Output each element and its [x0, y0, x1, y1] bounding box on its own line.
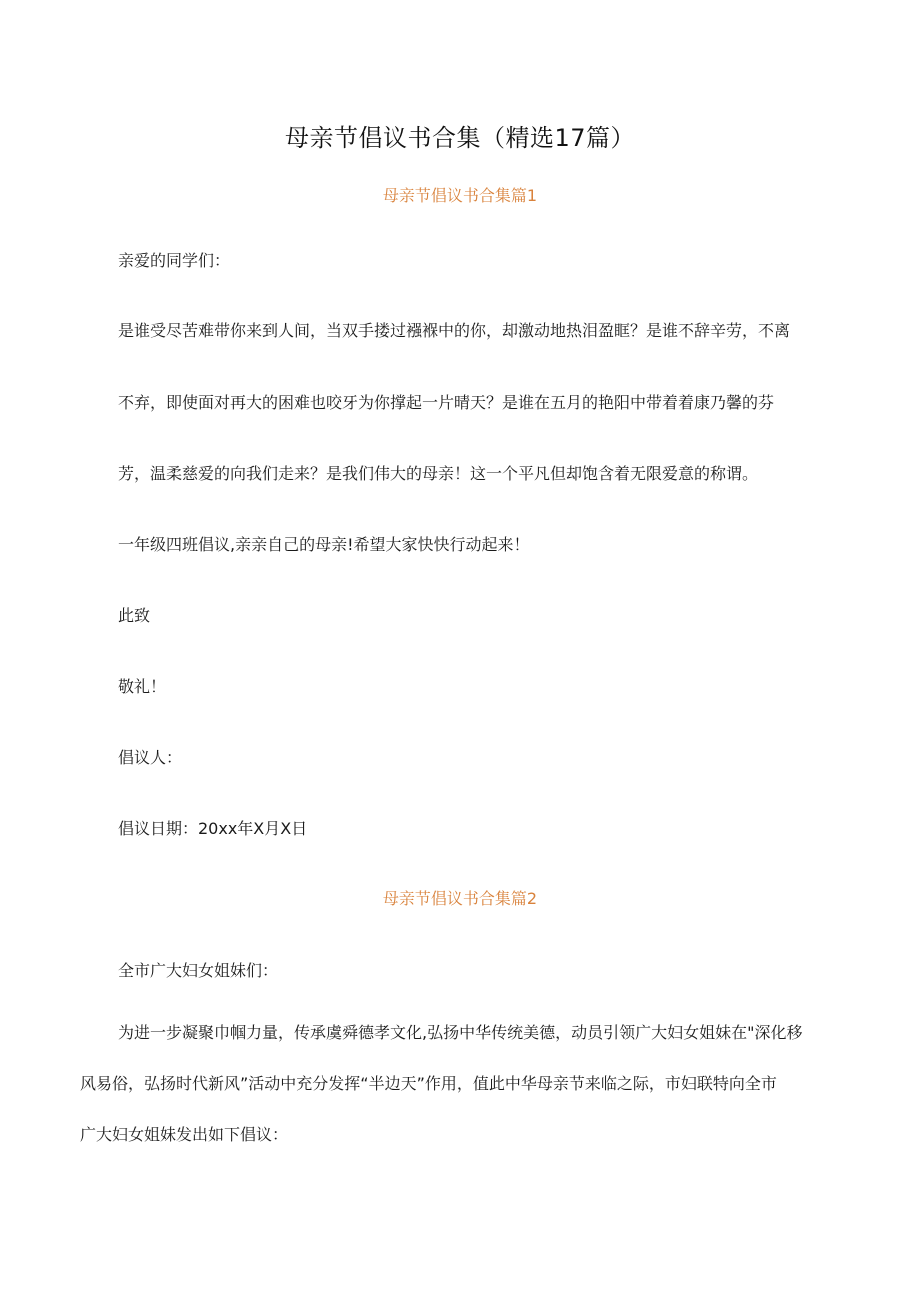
- section2-para1-line3: 广大妇女姐妹发出如下倡议：: [80, 1125, 289, 1144]
- document-title: 母亲节倡议书合集（精选17篇）: [284, 124, 636, 152]
- section-heading-2: 母亲节倡议书合集篇2: [382, 889, 538, 908]
- section1-para2: 一年级四班倡议,亲亲自己的母亲!希望大家快快行动起来！: [118, 535, 530, 554]
- section1-para1-line2: 不弃，即使面对再大的困难也咬牙为你撑起一片晴天？是谁在五月的艳阳中带着着康乃馨的芬: [118, 393, 775, 412]
- section1-signer: 倡议人：: [118, 748, 183, 767]
- section2-greeting: 全市广大妇女姐妹们：: [118, 961, 279, 980]
- section1-para1-line3: 芳，温柔慈爱的向我们走来？是我们伟大的母亲！这一个平凡但却饱含着无限爱意的称谓。: [118, 464, 759, 483]
- section1-closing-jingli: 敬礼！: [118, 677, 167, 696]
- section1-date: 倡议日期：20xx年X月X日: [118, 819, 308, 838]
- section1-greeting: 亲爱的同学们：: [118, 251, 231, 270]
- section2-para1-line1: 为进一步凝聚巾帼力量，传承虞舜德孝文化,弘扬中华传统美德，动员引领广大妇女姐妹在"深化移: [118, 1023, 803, 1042]
- section2-para1-line2: 风易俗，弘扬时代新风”活动中充分发挥“半边天”作用，值此中华母亲节来临之际，市妇联特向全市: [80, 1074, 777, 1093]
- section1-closing-cizhi: 此致: [118, 606, 151, 625]
- section-heading-1: 母亲节倡议书合集篇1: [382, 186, 538, 205]
- section1-para1-line1: 是谁受尽苦难带你来到人间，当双手搂过襁褓中的你，却激动地热泪盈眶？是谁不辞辛劳，不离: [118, 321, 791, 340]
